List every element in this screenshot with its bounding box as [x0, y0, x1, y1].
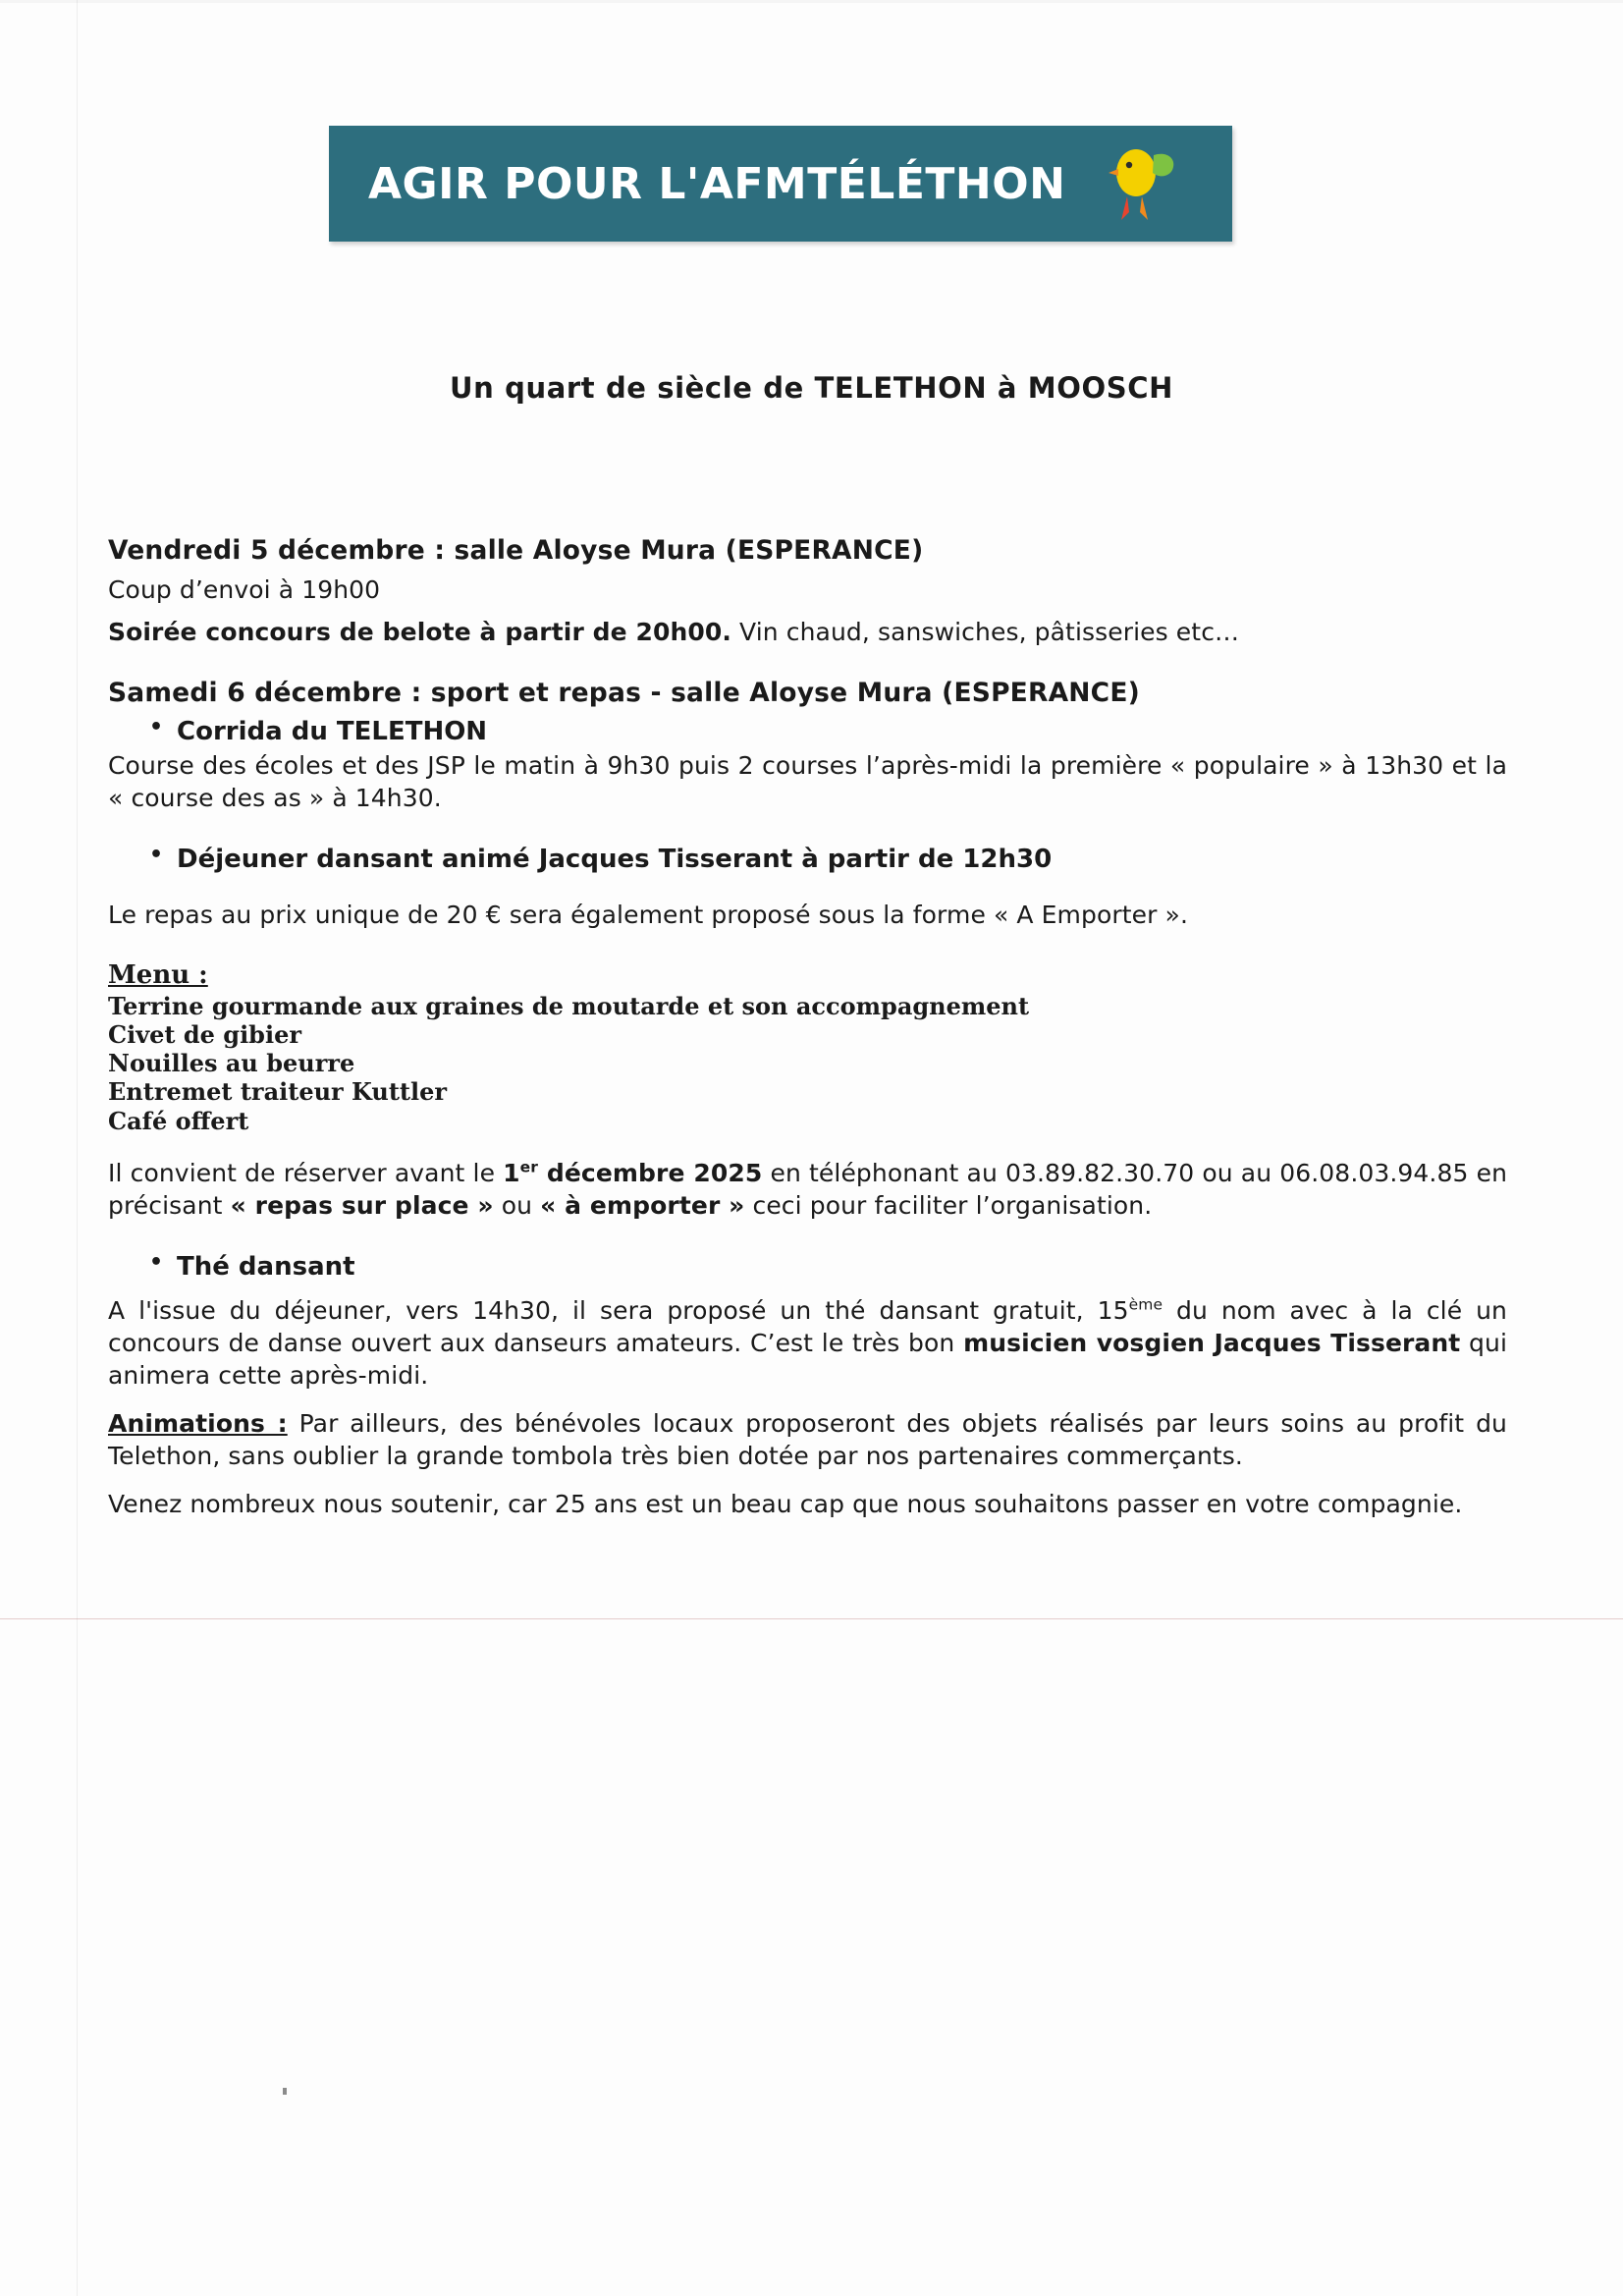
bullet-corrida: • Corrida du TELETHON: [177, 716, 1507, 749]
reservation-date-sup: er: [519, 1158, 539, 1176]
bullet-dejeuner-dansant: • Déjeuner dansant animé Jacques Tisserant à partir de 12h30: [177, 844, 1507, 877]
menu-item: Nouilles au beurre: [108, 1049, 355, 1078]
banner-box: [329, 126, 1232, 242]
the-dansant-sup: ème: [1128, 1295, 1163, 1314]
closing-paragraph: Venez nombreux nous soutenir, car 25 ans est un beau cap que nous souhaitons passer en votre compagnie.: [108, 1489, 1463, 1518]
telethon-bird-logo-icon: [1097, 143, 1181, 226]
friday-start-time: Coup d’envoi à 19h00: [108, 575, 381, 604]
the-dansant-paragraph: [108, 1294, 1507, 1392]
the-dansant-bullet-list: [108, 1251, 1507, 1285]
menu-item: Civet de gibier: [108, 1019, 301, 1049]
scan-edge-artifact: [0, 0, 1623, 3]
reservation-date-number: 1: [503, 1158, 520, 1187]
reservation-part2: en téléphonant au 03.89.82.30.70 ou au 06.08.03.94.85 en précisant: [108, 1158, 1508, 1220]
friday-belote-line: [108, 616, 1507, 648]
the-dansant-part2: du nom avec à la clé un concours de danse ouvert aux danseurs amateurs. C’est le très bon: [108, 1295, 1507, 1357]
menu-item: Terrine gourmande aux graines de moutarde et son accompagnement: [108, 991, 1030, 1020]
reservation-quote-a-emporter: « à emporter »: [540, 1190, 745, 1220]
animations-label: Animations :: [108, 1408, 288, 1438]
menu-item: Café offert: [108, 1106, 249, 1135]
animations-paragraph: [108, 1407, 1507, 1472]
menu-item: Entremet traiteur Kuttler: [108, 1077, 448, 1107]
page-title: Un quart de siècle de TELETHON à MOOSCH: [450, 371, 1173, 405]
saturday-heading: Samedi 6 décembre : sport et repas - salle Aloyse Mura (ESPERANCE): [108, 678, 1140, 708]
menu-heading: Menu :: [108, 959, 208, 990]
repas-price-line: Le repas au prix unique de 20 € sera également proposé sous la forme « A Emporter ».: [108, 900, 1189, 929]
document-body: [108, 535, 1507, 1520]
reservation-date-rest: décembre 2025: [538, 1158, 763, 1187]
reservation-part3: ou: [493, 1190, 541, 1220]
animations-text: Par ailleurs, des bénévoles locaux proposeront des objets réalisés par leurs soins au profit du Telethon, sans oublier la grande tombola très bien dotée par nos partenaires commerçants.: [108, 1408, 1507, 1470]
bullet-the-dansant: • Thé dansant: [177, 1251, 1507, 1285]
scan-dot-artifact: [283, 2088, 287, 2095]
scan-line-artifact-horizontal: [0, 1618, 1623, 1619]
the-dansant-part1: A l'issue du déjeuner, vers 14h30, il sera proposé un thé dansant gratuit, 15: [108, 1295, 1129, 1325]
reservation-paragraph: [108, 1157, 1507, 1222]
saturday-bullet-list-2: [108, 844, 1507, 877]
reservation-part4: ceci pour faciliter l’organisation.: [744, 1190, 1153, 1220]
friday-belote-rest: Vin chaud, sanswiches, pâtisseries etc…: [731, 618, 1240, 646]
friday-belote-bold: Soirée concours de belote à partir de 20h00.: [108, 618, 732, 646]
saturday-bullet-list-1: [108, 716, 1507, 749]
reservation-part1: Il convient de réserver avant le: [108, 1158, 504, 1187]
header-banner: [329, 126, 1232, 242]
the-dansant-part3: qui animera cette après-midi.: [108, 1328, 1508, 1390]
scan-line-artifact-vertical: [77, 0, 78, 2296]
reservation-date-bold: [503, 1159, 762, 1187]
reservation-quote-sur-place: « repas sur place »: [230, 1190, 494, 1220]
the-dansant-bold: musicien vosgien Jacques Tisserant: [963, 1328, 1461, 1357]
corrida-description: Course des écoles et des JSP le matin à 9h30 puis 2 courses l’après-midi la première « populaire » à 13h30 et la « course des as » à 14h30.: [108, 750, 1507, 812]
banner-title: AGIR POUR L'AFMTÉLÉTHON: [368, 158, 1066, 209]
friday-heading: Vendredi 5 décembre : salle Aloyse Mura (ESPERANCE): [108, 535, 924, 566]
